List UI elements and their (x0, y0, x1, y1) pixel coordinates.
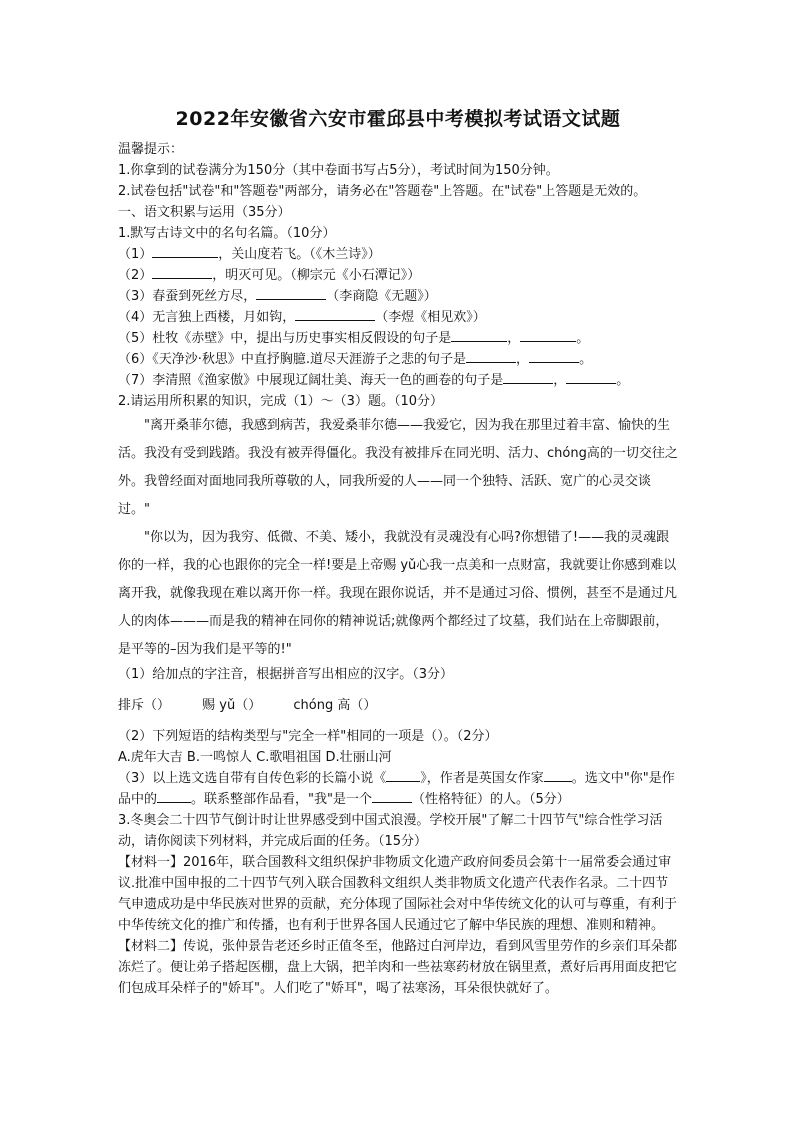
answer-blank[interactable] (386, 769, 420, 782)
period: 。 (576, 331, 590, 346)
q1-item-3-text: （3）春蚕到死丝方尽， (118, 289, 257, 304)
comma: ， (507, 331, 521, 346)
q2-sub-3-text: （3）以上选文选自带有自传色彩的长篇小说《 (118, 771, 387, 786)
q2-stem: 2.请运用所积累的知识，完成（1）～（3）题。（10分） (118, 394, 443, 409)
q2-sub-1: （1）给加点的字注音，根据拼音写出相应的汉字。（3分） (118, 667, 454, 682)
q3-material-1: 【材料一】2016年，联合国教科文组织保护非物质文化遗产政府间委员会第十一届常委会通过审议.批准中国申报的二十四节气列入联合国教科文组织人类非物质文化遗产代表作名录。二十四节气申遗成功是中华民族对世界的贡献，充分体现了国际社会对中华传统文化的认可与尊重，有利于中华传统文化的推广和传播，也有利于世界各国人民通过它了解中华民族的理想、准则和精神。 (118, 855, 678, 933)
answer-blank[interactable] (503, 371, 553, 384)
q2-sub-3-text: 。联系整部作品看，"我"是一个 (191, 792, 372, 807)
q2-passage-1: "离开桑菲尔德，我感到病苦，我爱桑菲尔德——我爱它，因为我在那里过着丰富、愉快的生活。我没有受到践踏。我没有被弄得僵化。我没有被排斥在同光明、活力、chóng高的一切交往之外。我曾经面对面地同我所尊敬的人，同我所爱的人——同一个独特、活跃、宽广的心灵交谈过。" (118, 418, 678, 517)
q1-item-1-text: ，关山度若飞。（《木兰诗》） (218, 247, 381, 262)
answer-blank[interactable] (256, 287, 326, 300)
q1-item-1-label: （1） (118, 247, 153, 262)
answer-blank[interactable] (544, 769, 572, 782)
q1-item-2-text: ，明灭可见。（柳宗元《小石潭记》） (212, 268, 421, 283)
q1-item-2-label: （2） (118, 268, 153, 283)
tip-2: 2.试卷包括"试卷"和"答题卷"两部分，请务必在"答题卷"上答题。在"试卷"上答题是无效的。 (118, 184, 647, 199)
q2-sub-3-text: 。选文中"你"是作品中的 (118, 771, 675, 807)
q2-sub-3 (118, 768, 678, 810)
q3-stem: 3.冬奥会二十四节气倒计时让世界感受到中国式浪漫。学校开展"了解二十四节气"综合性学习活动，请你阅读下列材料，并完成后面的任务。（15分） (118, 813, 663, 849)
q1-item-3-source: （李商隐《无题》） (326, 289, 437, 304)
answer-blank[interactable] (372, 790, 412, 803)
answer-blank[interactable] (520, 329, 576, 342)
tips-heading: 温馨提示： (118, 142, 184, 157)
period: 。 (616, 373, 630, 388)
q1-item-7-text: （7）李清照《渔家傲》中展现辽阔壮美、海天一色的画卷的句子是 (118, 373, 504, 388)
q1-item-1 (118, 244, 678, 265)
q1-stem: 1.默写古诗文中的名句名篇。（10分） (118, 226, 336, 241)
answer-blank[interactable] (152, 266, 212, 279)
exam-page (118, 104, 678, 999)
page-title: 2022年安徽省六安市霍邱县中考模拟考试语文试题 (175, 108, 621, 130)
q1-item-4 (118, 307, 678, 328)
q1-item-3 (118, 286, 678, 307)
tip-1: 1.你拿到的试卷满分为150分（其中卷面书写占5分），考试时间为150分钟。 (118, 163, 559, 178)
q1-item-5 (118, 328, 678, 349)
q3-material-2: 【材料二】传说，张仲景告老还乡时正值冬至，他路过白河岸边，看到风雪里劳作的乡亲们耳朵都冻烂了。便让弟子搭起医棚，盘上大锅，把羊肉和一些祛寒药材放在锅里煮，煮好后再用面皮把它们包成耳朵样子的"娇耳"。人们吃了"娇耳"，喝了祛寒汤，耳朵很快就好了。 (118, 939, 678, 996)
pinyin-row (118, 695, 678, 716)
q1-item-7 (118, 370, 678, 391)
q1-item-6-text: （6）《天净沙·秋思》中直抒胸臆.道尽天涯游子之悲的句子是 (118, 352, 467, 367)
answer-blank[interactable] (529, 350, 579, 363)
comma: ， (516, 352, 530, 367)
q1-item-6 (118, 349, 678, 370)
pinyin-item-1[interactable]: 排斥（） (118, 698, 171, 713)
period: 。 (579, 352, 593, 367)
answer-blank[interactable] (152, 245, 218, 258)
answer-blank[interactable] (157, 790, 191, 803)
pinyin-item-2[interactable]: 赐 yǔ（） (202, 698, 262, 713)
q2-sub-3-text: 》，作者是英国女作家 (420, 771, 544, 786)
comma: ， (553, 373, 567, 388)
q1-item-5-text: （5）杜牧《赤壁》中，提出与历史事实相反假设的句子是 (118, 331, 452, 346)
answer-blank[interactable] (466, 350, 516, 363)
answer-blank[interactable] (566, 371, 616, 384)
q2-passage-2: "你以为，因为我穷、低微、不美、矮小，我就没有灵魂没有心吗?你想错了!——我的灵魂跟你的一样，我的心也跟你的完全一样!要是上帝赐 yǔ心我一点美和一点财富，我就要让你感到难以离开我，就像我现在难以离开你一样。我现在跟你说话，并不是通过习俗、惯例，甚至不是通过凡人的肉体———而是我的精神在同你的精神说话;就像两个都经过了坟墓，我们站在上帝脚跟前，是平等的–因为我们是平等的!" (118, 530, 678, 657)
pinyin-item-3[interactable]: chóng 高（） (293, 698, 377, 713)
q2-options: A.虎年大吉 B.一鸣惊人 C.歌唱祖国 D.壮丽山河 (118, 750, 392, 765)
q2-sub-3-text: （性格特征）的人。（5分） (411, 792, 570, 807)
section-heading: 一、语文积累与运用（35分） (118, 205, 291, 220)
q1-item-4-text: （4）无言独上西楼，月如钩， (118, 310, 296, 325)
answer-blank[interactable] (295, 308, 375, 321)
q1-item-2 (118, 265, 678, 286)
q1-item-4-source: （李煜《相见欢》） (375, 310, 486, 325)
answer-blank[interactable] (451, 329, 507, 342)
q2-sub-2: （2）下列短语的结构类型与"完全一样"相同的一项是（）。（2分） (118, 729, 498, 744)
